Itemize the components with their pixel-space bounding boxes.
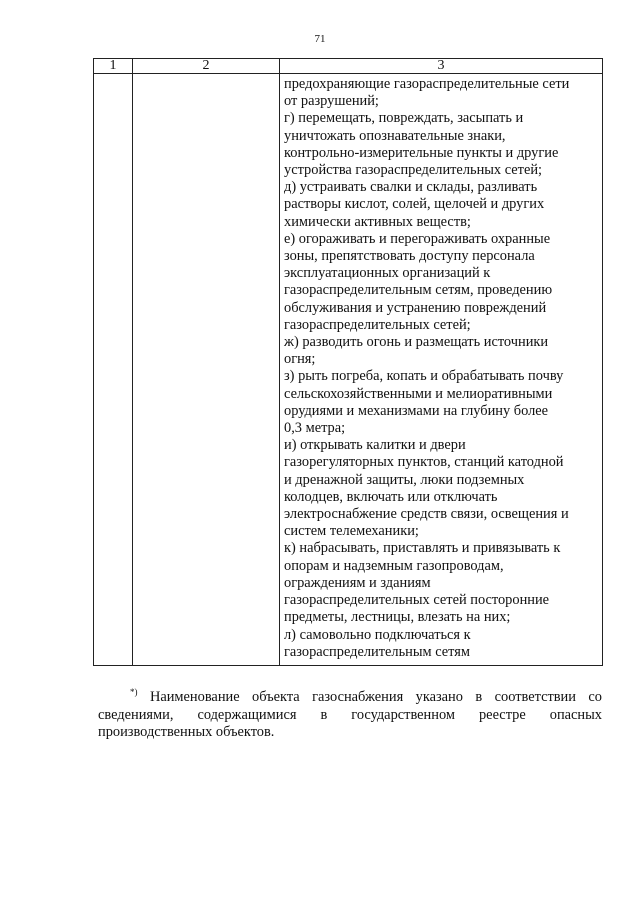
prohibitions-text	[280, 74, 602, 661]
text-line: опорам и надземным газопроводам,	[284, 557, 504, 574]
text-line: газораспределительных сетей посторонние	[284, 592, 550, 609]
text-line: устройства газораспределительных сетей;	[284, 162, 543, 179]
column-header-2: 2	[133, 59, 280, 74]
text-line: орудиями и механизмами на глубину более	[284, 402, 549, 419]
text-line: предметы, лестницы, влезать на них;	[284, 609, 511, 626]
text-line: газораспределительных сетей;	[284, 316, 471, 333]
text-line: химически активных веществ;	[284, 213, 471, 230]
footnote-line-2: сведениями, содержащимися в государственном реестре опасных	[98, 706, 602, 723]
text-line: предохраняющие газораспределительные сети	[284, 76, 570, 92]
text-line: 0,3 метра;	[284, 420, 346, 437]
text-line: газорегуляторных пунктов, станций катодной	[284, 454, 564, 471]
text-line: зоны, препятствовать доступу персонала	[284, 248, 535, 265]
column-header-1: 1	[94, 59, 133, 74]
footnote-marker: *)	[130, 687, 138, 698]
text-line: уничтожать опознавательные знаки,	[284, 127, 506, 144]
text-line: сельскохозяйственными и мелиоративными	[284, 385, 553, 402]
table-cell-col3	[280, 74, 603, 666]
text-line: обслуживания и устранению повреждений	[284, 299, 547, 316]
text-line: колодцев, включать или отключать	[284, 488, 498, 505]
table-header-row	[94, 59, 603, 74]
text-line: к) набрасывать, приставлять и привязывать к	[284, 540, 561, 557]
text-line: газораспределительным сетям, проведению	[284, 282, 553, 299]
text-line: растворы кислот, солей, щелочей и других	[284, 196, 545, 213]
table-row	[94, 74, 603, 666]
page-number: 71	[314, 33, 326, 45]
document-table	[93, 58, 603, 666]
text-line: е) огораживать и перегораживать охранные	[284, 230, 551, 247]
text-line: ограждениям и зданиям	[284, 574, 431, 591]
text-line: и) открывать калитки и двери	[284, 437, 466, 454]
table-cell-col1	[94, 74, 133, 666]
text-line: огня;	[284, 351, 316, 368]
text-line: контрольно-измерительные пункты и другие	[284, 144, 559, 161]
text-line: л) самовольно подключаться к	[284, 626, 471, 643]
text-line: газораспределительным сетям	[284, 643, 471, 660]
text-line: з) рыть погреба, копать и обрабатывать почву	[284, 368, 564, 385]
footnote-line-3: производственных объектов.	[98, 724, 275, 741]
text-line: электроснабжение средств связи, освещения и	[284, 506, 569, 523]
footnote	[98, 689, 602, 742]
text-line: эксплуатационных организаций к	[284, 265, 491, 282]
text-line: ж) разводить огонь и размещать источники	[284, 334, 549, 351]
text-line: г) перемещать, повреждать, засыпать и	[284, 110, 524, 127]
text-line: и дренажной защиты, люки подземных	[284, 471, 525, 488]
text-line: от разрушений;	[284, 93, 379, 110]
column-header-3: 3	[280, 59, 603, 74]
footnote-text-1: Наименование объекта газоснабжения указано в соответствии со	[149, 689, 602, 705]
text-line: д) устраивать свалки и склады, разливать	[284, 179, 538, 196]
table-cell-col2	[133, 74, 280, 666]
text-line: систем телемеханики;	[284, 523, 419, 540]
footnote-line-1	[98, 689, 602, 707]
